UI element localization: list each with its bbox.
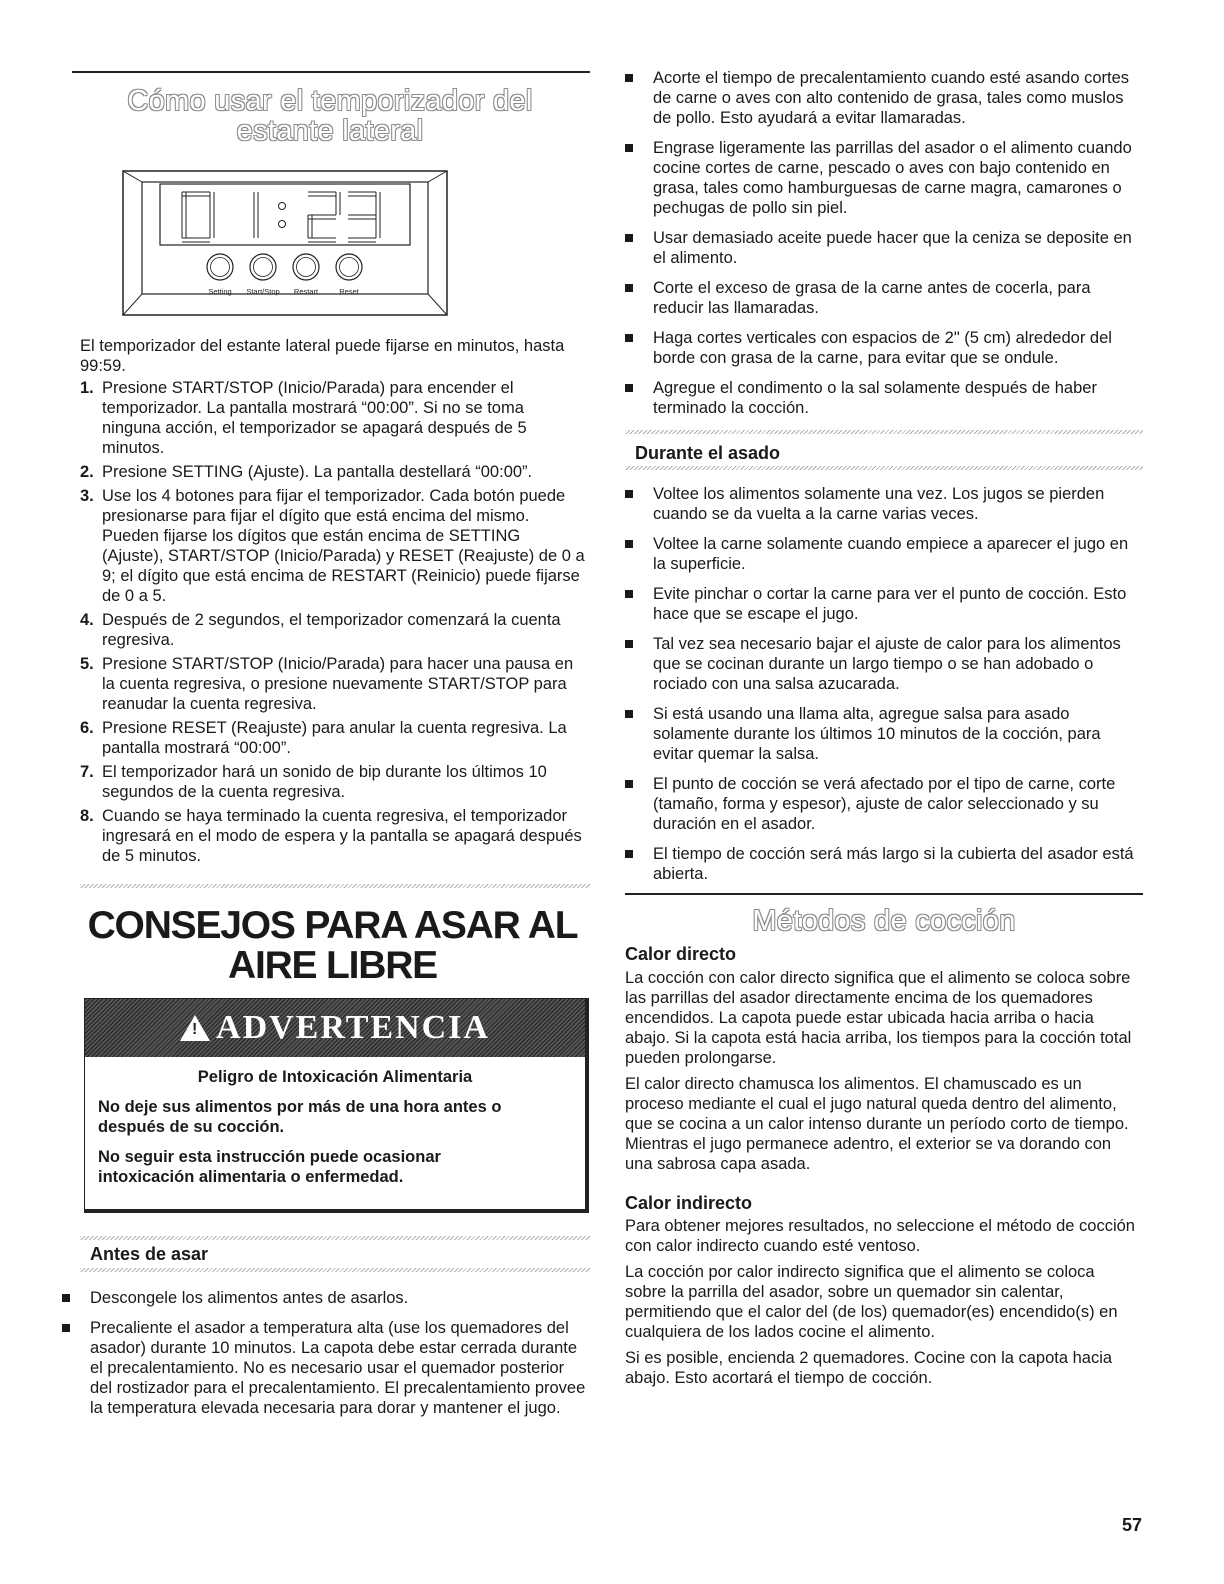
step-number: 4. <box>80 611 94 629</box>
section-title-line2: AIRE LIBRE <box>227 944 437 987</box>
bullet-item: Acorte el tiempo de precalentamiento cuando esté asando cortes de carne o aves con alto contenido de grasa, tales como muslos de pollo. Esto ayudará a evitar llamaradas. <box>623 68 1143 128</box>
timer-step <box>80 762 585 802</box>
side-shelf-timer-illustration <box>122 170 448 316</box>
calor-indirecto-p2: La cocción por calor indirecto significa que el alimento se coloca sobre la parrilla del asador, sobre un quemador sin calentar, permitiendo que el calor del (de los) quemador(es) encendido(s) en cualquiera de los lados cocine el alimento. <box>625 1263 1118 1341</box>
timer-button-label: Restart <box>293 287 319 296</box>
timer-step <box>80 378 585 458</box>
antes-heading: Antes de asar <box>90 1244 209 1264</box>
bullet-item: Usar demasiado aceite puede hacer que la ceniza se deposite en el alimento. <box>623 228 1143 268</box>
timer-section-title: Cómo usar el temporizador del estante lateral <box>127 85 533 147</box>
warning-banner <box>85 999 585 1057</box>
antes-bullets <box>60 1288 588 1428</box>
timer-intro: El temporizador del estante lateral puede fijarse en minutos, hasta 99:59. <box>80 337 565 375</box>
bullet-item: El tiempo de cocción será más largo si la cubierta del asador está abierta. <box>623 844 1143 884</box>
timer-step <box>80 718 585 758</box>
durante-heading: Durante el asado <box>635 443 781 463</box>
warning-line1: No deje sus alimentos por más de una hora antes o después de su cocción. <box>98 1098 502 1136</box>
calor-indirecto-heading: Calor indirecto <box>625 1193 753 1213</box>
section-title <box>80 906 585 986</box>
warning-banner-text: ADVERTENCIA <box>216 1009 490 1046</box>
right-top-bullets <box>623 68 1143 428</box>
bullet-item: Si está usando una llama alta, agregue salsa para asado solamente durante los últimos 10 minutos de la cocción, para evitar quemar la salsa. <box>623 704 1143 764</box>
timer-steps-list <box>80 378 585 870</box>
step-number: 2. <box>80 463 94 481</box>
calor-indirecto-p3: Si es posible, encienda 2 quemadores. Cocine con la capota hacia abajo. Esto acortará el tiempo de cocción. <box>625 1349 1113 1387</box>
antes-top-hatch <box>80 1236 590 1240</box>
bullet-item: Corte el exceso de grasa de la carne antes de cocerla, para reducir las llamaradas. <box>623 278 1143 318</box>
step-number: 7. <box>80 763 94 781</box>
step-number: 6. <box>80 719 94 737</box>
step-number: 8. <box>80 807 94 825</box>
bullet-item: Descongele los alimentos antes de asarlos. <box>60 1288 588 1308</box>
metodos-title: Métodos de cocción <box>752 905 1016 937</box>
calor-directo-p2: El calor directo chamusca los alimentos. El chamuscado es un proceso mediante el cual el jugo natural queda dentro del alimento, que se cocina a un calor intenso durante un período corto de tiempo. Mientras el jugo permanece adentro, el exterior se va dorando con una sabrosa capa asada. <box>625 1075 1129 1173</box>
calor-directo-heading: Calor directo <box>625 944 737 964</box>
step-number: 1. <box>80 379 94 397</box>
timer-button-label: Reset <box>339 287 359 296</box>
bullet-item: Engrase ligeramente las parrillas del asador o el alimento cuando cocine cortes de carne, pescado o aves con bajo contenido en grasa, tales como hamburguesas de carne magra, camarones o pechugas de pollo sin piel. <box>623 138 1143 218</box>
timer-step <box>80 462 585 482</box>
warning-heading: Peligro de Intoxicación Alimentaria <box>197 1068 473 1086</box>
warning-line2: No seguir esta instrucción puede ocasionar intoxicación alimentaria o enfermedad. <box>98 1148 441 1186</box>
timer-step <box>80 610 585 650</box>
timer-step <box>80 486 585 606</box>
divider-hatch <box>80 884 590 888</box>
step-text: Presione START/STOP (Inicio/Parada) para encender el temporizador. La pantalla mostrará “00:00”. Si no se toma ninguna acción, el temporizador se apagará después de 5 minutos. <box>102 379 527 457</box>
timer-button-label: Setting <box>208 287 232 296</box>
durante-bottom-hatch <box>625 466 1143 470</box>
top-rule-left <box>72 71 590 73</box>
step-text: Use los 4 botones para fijar el temporizador. Cada botón puede presionarse para fijar el dígito que está encima del mismo. Pueden fijarse los dígitos que están encima de SETTING (Ajuste), START/STOP (Inicio/Parada) y RESET (Reajuste) de 0 a 9; el dígito que está encima de RESTART (Reinicio) puede fijarse de 0 a 5. <box>102 487 585 605</box>
step-text: Cuando se haya terminado la cuenta regresiva, el temporizador ingresará en el modo de espera y la pantalla se apagará después de 5 minutos. <box>102 807 582 865</box>
metodos-rule <box>625 893 1143 895</box>
timer-button-restart <box>293 254 319 296</box>
timer-button-label: Start/Stop <box>246 287 280 296</box>
bullet-item: Voltee la carne solamente cuando empiece a aparecer el jugo en la superficie. <box>623 534 1143 574</box>
timer-step <box>80 654 585 714</box>
antes-bottom-hatch <box>80 1268 590 1272</box>
durante-top-hatch <box>625 430 1143 434</box>
timer-button-setting <box>207 254 233 296</box>
bullet-item: El punto de cocción se verá afectado por el tipo de carne, corte (tamaño, forma y espesor), ajuste de calor seleccionado y su duración en el asador. <box>623 774 1143 834</box>
page-number: 57 <box>1121 1515 1142 1535</box>
calor-directo-p1: La cocción con calor directo significa que el alimento se coloca sobre las parrillas del asador directamente encima de los quemadores encendidos. La capota puede estar ubicada hacia arriba o hacia abajo. Si la capota está hacia arriba, los tiempos para la cocción total pueden prolongarse. <box>625 969 1132 1067</box>
bullet-item: Tal vez sea necesario bajar el ajuste de calor para los alimentos que se cocinan durante un largo tiempo o se han adobado o rociado con una salsa azucarada. <box>623 634 1143 694</box>
timer-step <box>80 806 585 866</box>
step-text: Presione RESET (Reajuste) para anular la cuenta regresiva. La pantalla mostrará “00:00”. <box>102 719 567 757</box>
step-text: Presione SETTING (Ajuste). La pantalla destellará “00:00”. <box>102 463 533 481</box>
bullet-item: Agregue el condimento o la sal solamente después de haber terminado la cocción. <box>623 378 1143 418</box>
step-text: Después de 2 segundos, el temporizador comenzará la cuenta regresiva. <box>102 611 561 649</box>
step-text: El temporizador hará un sonido de bip durante los últimos 10 segundos de la cuenta regresiva. <box>102 763 547 801</box>
section-title-line1: CONSEJOS PARA ASAR AL <box>87 904 578 947</box>
durante-bullets <box>623 484 1143 894</box>
warning-triangle-icon <box>180 1015 210 1041</box>
timer-button-reset <box>336 254 362 296</box>
bullet-item: Voltee los alimentos solamente una vez. Los jugos se pierden cuando se da vuelta a la carne varias veces. <box>623 484 1143 524</box>
warning-box <box>84 998 589 1213</box>
calor-indirecto-p1: Para obtener mejores resultados, no seleccione el método de cocción con calor indirecto cuando esté ventoso. <box>625 1217 1135 1255</box>
step-number: 5. <box>80 655 94 673</box>
bullet-item: Haga cortes verticales con espacios de 2" (5 cm) alrededor del borde con grasa de la carne, para evitar que se ondule. <box>623 328 1143 368</box>
step-text: Presione START/STOP (Inicio/Parada) para hacer una pausa en la cuenta regresiva, o presione nuevamente START/STOP para reanudar la cuenta regresiva. <box>102 655 574 713</box>
bullet-item: Evite pinchar o cortar la carne para ver el punto de cocción. Esto hace que se escape el jugo. <box>623 584 1143 624</box>
bullet-item: Precaliente el asador a temperatura alta (use los quemadores del asador) durante 10 minutos. La capota debe estar cerrada durante el precalentamiento. No es necesario usar el quemador posterior del rostizador para el precalentamiento. El precalentamiento provee la temperatura elevada necesaria para dorar y mantener el jugo. <box>60 1318 588 1418</box>
step-number: 3. <box>80 487 94 505</box>
